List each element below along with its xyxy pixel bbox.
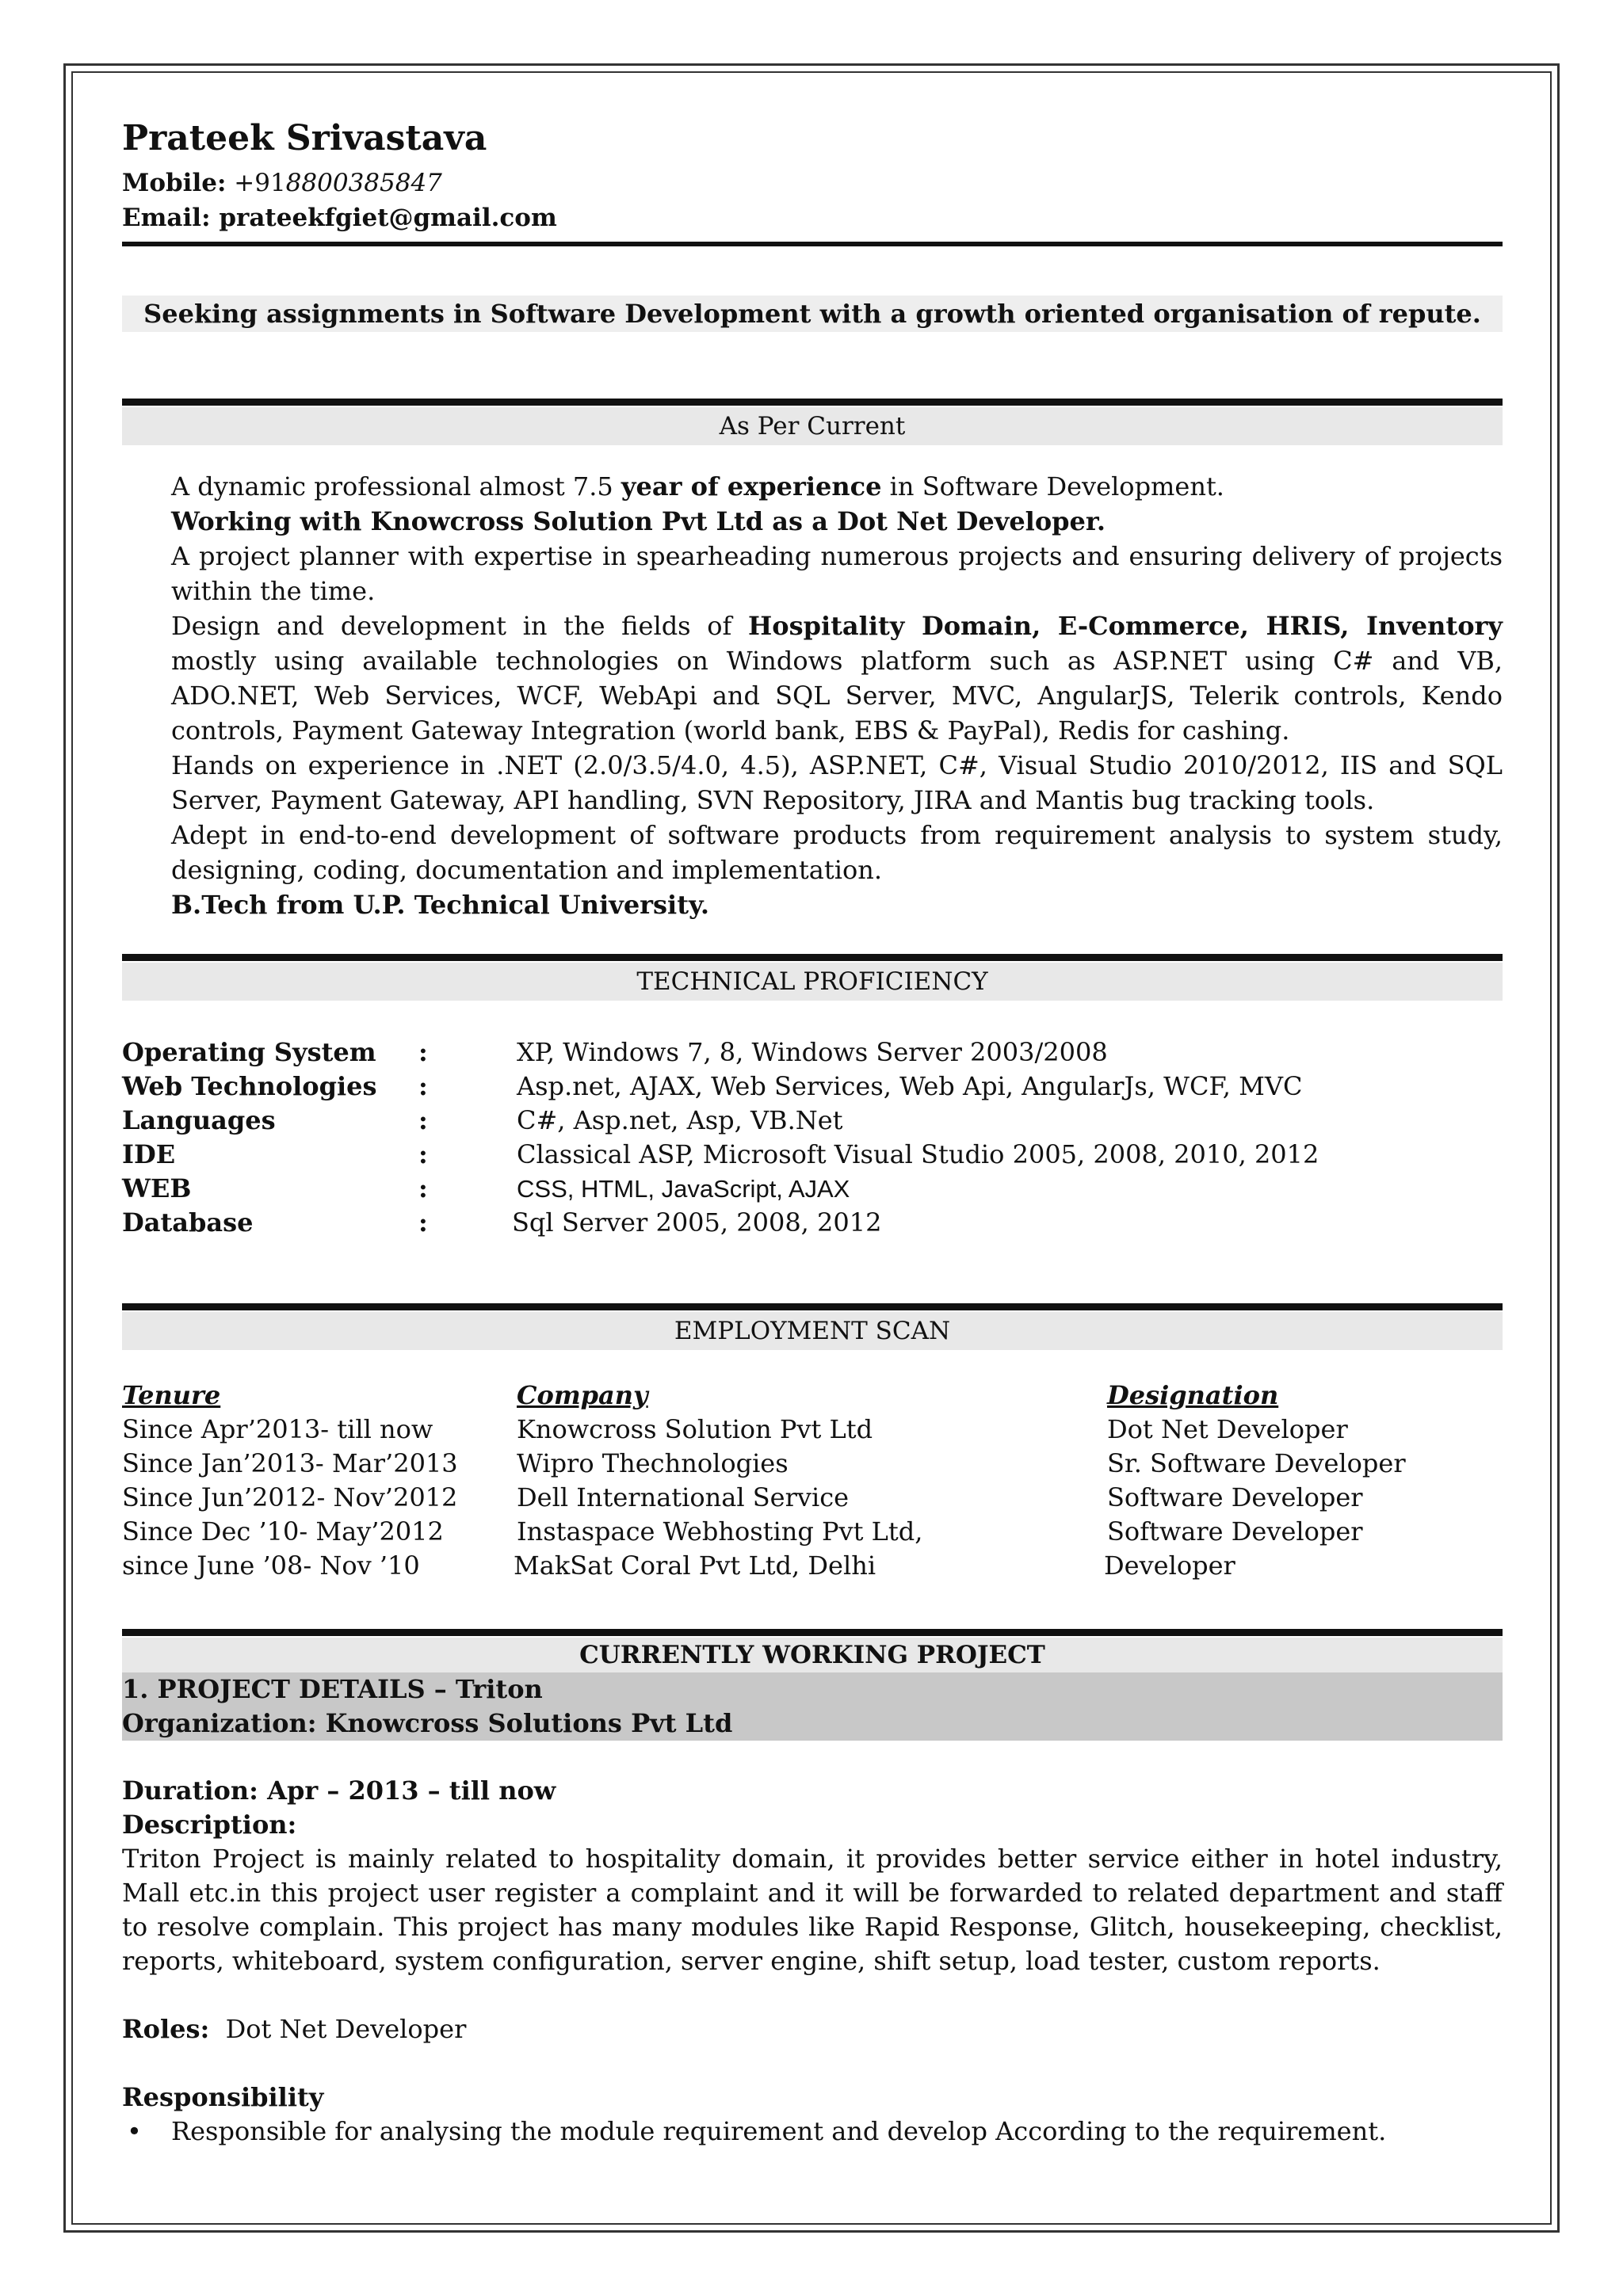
company-cell: Instaspace Webhosting Pvt Ltd, [517, 1516, 923, 1547]
summary-list [122, 469, 1503, 922]
employment-table [122, 1379, 1503, 1583]
section-rule [122, 1303, 1503, 1310]
summary-bold-text: Hospitality Domain, E-Commerce, HRIS, Inventory [748, 610, 1503, 641]
project-body [122, 1774, 1503, 2149]
table-row [122, 1070, 1503, 1104]
tech-value: Sql Server 2005, 2008, 2012 [512, 1207, 882, 1238]
tech-value: Asp.net, AJAX, Web Services, Web Api, AngularJs, WCF, MVC [517, 1070, 1303, 1101]
mobile-prefix: +91 [234, 168, 286, 197]
technical-table [122, 1035, 1503, 1240]
table-row [122, 1138, 1503, 1172]
tech-label: Languages [122, 1104, 276, 1135]
designation-cell: Software Developer [1107, 1516, 1363, 1547]
project-organization: Organization: Knowcross Solutions Pvt Ltd [122, 1707, 733, 1738]
technical-section-header [122, 954, 1503, 1001]
project-details-block [122, 1672, 1503, 1741]
tech-label: Operating System [122, 1036, 376, 1067]
project-description: Triton Project is mainly related to hospitality domain, it provides better service either in hotel industry, Mall etc.in this project user register a complaint and it will be forwarded to related department and staff to resolve complain. This project has many modules like Rapid Response, Glitch, housekeeping, checklist, reports, whiteboard, system configuration, server engine, shift setup, load tester, custom reports. [122, 1843, 1503, 1976]
tech-colon: : [418, 1173, 428, 1203]
tech-value: CSS, HTML, JavaScript, AJAX [517, 1174, 850, 1203]
section-rule [122, 954, 1503, 961]
mobile-line [122, 166, 1503, 200]
designation-cell: Sr. Software Developer [1107, 1447, 1406, 1478]
email-line [122, 200, 1503, 235]
header-rule [122, 242, 1503, 246]
table-row [122, 1172, 1503, 1206]
tech-label: IDE [122, 1138, 176, 1169]
roles-label: Roles: [122, 2013, 210, 2044]
summary-text: A project planner with expertise in spearheading numerous projects and ensuring delivery of projects within the time. [171, 540, 1503, 606]
table-row [122, 1206, 1503, 1240]
objective-statement: Seeking assignments in Software Development with a growth oriented organisation of repute. [122, 296, 1503, 332]
candidate-name: Prateek Srivastava [122, 118, 487, 158]
project-section-header [122, 1629, 1503, 1672]
table-row [122, 1413, 1503, 1447]
list-item [122, 504, 1503, 539]
designation-cell: Developer [1104, 1550, 1235, 1581]
email-label: Email: [122, 203, 211, 232]
responsibility-label: Responsibility [122, 2081, 324, 2112]
tenure-cell: Since Dec ’10- May’2012 [122, 1516, 444, 1547]
list-item [122, 539, 1503, 608]
tech-colon: : [418, 1207, 428, 1238]
list-item [122, 818, 1503, 887]
list-item [122, 469, 1503, 504]
tech-colon: : [418, 1070, 428, 1101]
tenure-cell: since June ’08- Nov ’10 [122, 1550, 420, 1581]
section-rule [122, 399, 1503, 406]
tech-label: WEB [122, 1173, 192, 1203]
tech-value: Classical ASP, Microsoft Visual Studio 2005, 2008, 2010, 2012 [517, 1138, 1319, 1169]
tech-label: Web Technologies [122, 1070, 377, 1101]
list-item [122, 2115, 1503, 2149]
responsibility-text: Responsible for analysing the module requirement and develop According to the requirement. [171, 2115, 1387, 2146]
summary-text: Design and development in the fields of [171, 610, 749, 641]
list-item [122, 887, 1503, 922]
tech-value: XP, Windows 7, 8, Windows Server 2003/2008 [517, 1036, 1108, 1067]
designation-header: Designation [1107, 1379, 1279, 1410]
summary-section-header [122, 399, 1503, 445]
mobile-label: Mobile: [122, 168, 227, 197]
description-label: Description: [122, 1809, 297, 1840]
designation-cell: Software Developer [1107, 1482, 1363, 1512]
employment-section-header [122, 1303, 1503, 1350]
company-cell: Knowcross Solution Pvt Ltd [517, 1413, 873, 1444]
summary-bold-text: year of experience [621, 471, 882, 502]
company-cell: Dell International Service [517, 1482, 850, 1512]
project-title: CURRENTLY WORKING PROJECT [122, 1638, 1503, 1672]
table-row [122, 1549, 1503, 1583]
company-cell: Wipro Thechnologies [517, 1447, 789, 1478]
tech-label: Database [122, 1207, 254, 1238]
section-rule [122, 1629, 1503, 1636]
technical-title: TECHNICAL PROFICIENCY [122, 963, 1503, 1001]
project-duration: Duration: Apr – 2013 – till now [122, 1775, 556, 1806]
tenure-cell: Since Jan’2013- Mar’2013 [122, 1447, 458, 1478]
summary-text: Hands on experience in .NET (2.0/3.5/4.0, 4.5), ASP.NET, C#, Visual Studio 2010/2012, IIS and SQL Server, Payment Gateway, API handling, SVN Repository, JIRA and Mantis bug tracking tools. [171, 749, 1503, 815]
email-address: prateekfgiet@gmail.com [219, 203, 557, 232]
tenure-cell: Since Apr’2013- till now [122, 1413, 433, 1444]
tenure-header: Tenure [122, 1379, 221, 1410]
designation-cell: Dot Net Developer [1107, 1413, 1348, 1444]
summary-title: As Per Current [122, 407, 1503, 445]
table-header-row [122, 1379, 1503, 1413]
roles-value: Dot Net Developer [225, 2013, 467, 2044]
roles-line [122, 2012, 1503, 2046]
summary-bold-text: Working with Knowcross Solution Pvt Ltd as a Dot Net Developer. [171, 505, 1106, 536]
tech-value: C#, Asp.net, Asp, VB.Net [517, 1104, 843, 1135]
summary-text: Adept in end-to-end development of software products from requirement analysis to system study, designing, coding, documentation and implementation. [171, 819, 1503, 885]
company-cell: MakSat Coral Pvt Ltd, Delhi [514, 1550, 876, 1581]
tenure-cell: Since Jun’2012- Nov’2012 [122, 1482, 458, 1512]
project-details: 1. PROJECT DETAILS – Triton [122, 1673, 543, 1704]
bullet-icon: • [127, 2115, 142, 2146]
tech-colon: : [418, 1036, 428, 1067]
table-row [122, 1515, 1503, 1549]
tech-colon: : [418, 1104, 428, 1135]
responsibility-list [122, 2115, 1503, 2149]
summary-text: mostly using available technologies on Windows platform such as ASP.NET using C# and VB, ADO.NET, Web Services, WCF, WebApi and SQL Server, MVC, AngularJS, Telerik controls, Kendo controls, Payment Gateway Integration (world bank, EBS & PayPal), Redis for cashing. [171, 645, 1503, 746]
mobile-number: 8800385847 [285, 168, 442, 197]
company-header: Company [517, 1379, 648, 1410]
table-row [122, 1481, 1503, 1515]
list-item [122, 748, 1503, 818]
table-row [122, 1035, 1503, 1070]
summary-text: A dynamic professional almost 7.5 [171, 471, 621, 502]
table-row [122, 1447, 1503, 1481]
list-item [122, 608, 1503, 748]
resume-content [122, 119, 1503, 2149]
tech-colon: : [418, 1138, 428, 1169]
table-row [122, 1104, 1503, 1138]
summary-text: in Software Development. [881, 471, 1224, 502]
employment-title: EMPLOYMENT SCAN [122, 1312, 1503, 1350]
summary-bold-text: B.Tech from U.P. Technical University. [171, 889, 710, 920]
